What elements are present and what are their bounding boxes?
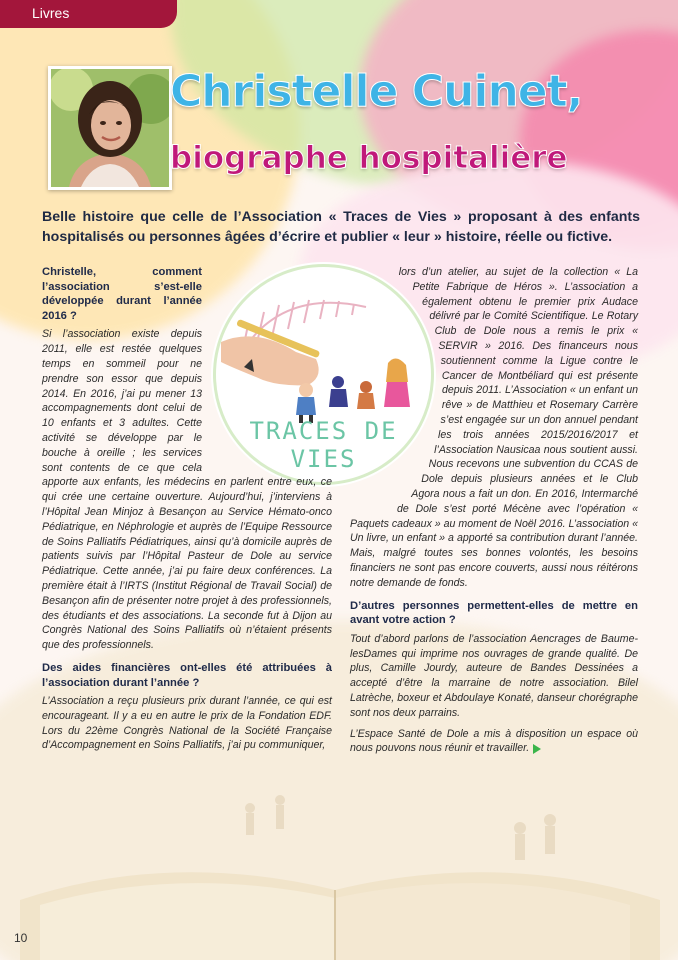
article-subtitle: biographe hospitalière <box>170 140 568 176</box>
intro-paragraph: Belle histoire que celle de l’Association « Traces de Vies » proposant à des enfants hospitalisés ou personnes âgées d’écrire et publier « leur » histoire, réelle ou fictive. <box>42 209 640 245</box>
end-arrow-icon <box>533 744 541 754</box>
open-book-illustration <box>0 780 678 960</box>
answer-3: Tout d’abord parlons de l’association Aencrages de Baume-lesDames qui imprime nos ouvrages de grande qualité. De plus, Camille Jourdy, auteure de Bandes Dessinées a accepté d’être la marraine de notre association. Bilel Latrèche, boxeur et Abdoulaye Konaté, danseur chorégraphe sont nos deux parrains. <box>350 632 638 719</box>
answer-3-end <box>350 727 638 757</box>
page-number: 10 <box>14 931 28 945</box>
left-column <box>42 265 332 759</box>
section-label: Livres <box>32 5 70 21</box>
answer-2-continued: lors d’un atelier, au sujet de la collection « La Petite Fabrique de Héros ». L’association a également obtenu le premier prix Audace délivré par le Comité Scientifique. Le Rotary Club de Dole nous a remis le prix « SERVIR » 2016. Des financeurs nous soutiennent comme la Ligue contre le Cancer de Montbéliard qui est présente depuis 2011. L’Association « un enfant un rêve » de Matthieu et Rosemary Carrère s’est engagée sur un don annuel pendant les trois années 2015/2016/2017 et l’Association Nausicaa nous soutient aussi. Nous recevons une subvention du CCAS de Dole depuis plusieurs années et le Club Agora nous a fait un don. En 2016, Intermarché de Dole s’est porté Mécène avec l’opération « Paquets cadeaux » au moment de Noël 2016. L’association « Un livre, un enfant » a apporté sa contribution durant l’année. Mais, malgré toutes ses bonnes volontés, les besoins financiers ne sont pas encore couverts, aussi nous réitérons notre demande de fonds. <box>350 266 638 589</box>
logo-text: TRACES DE VIES <box>249 417 398 473</box>
answer-3-end-text: L’Espace Santé de Dole a mis à disposition un espace où nous pouvons nous réunir et travailler. <box>350 727 638 755</box>
question-1: Christelle, comment l’association s’est-elle développée durant l’année 2016 ? <box>42 266 202 322</box>
portrait-photo <box>48 66 172 190</box>
article-title: Christelle Cuinet, <box>170 66 583 117</box>
answer-1: Si l’association existe depuis 2011, elle est restée quelques temps en sommeil pour ne prendre son essor que depuis 2014. En 2016, j’ai pu mener 13 accompagnements dont celui de 10 enfants et 3 adultes. Cette activité se développe par le bouche à oreille ; les services sont contents de ce que cela apporte aux enfants, les médecins en parlent entre eux, ce qui crée une certaine ouverture. Aujourd’hui, j’interviens à l’Hôpital Jean Minjoz à Besançon au Service Hémato-onco Pédiatrique, en Néphrologie et auprès de l’Equipe Ressource de Soins Palliatifs Pédiatriques, ainsi qu’à domicile auprès de patients suivis par l’Hôpital Pasteur de Dole au service Pédiatrique. Cette année, j’ai pu faire deux conférences. La première était à l’IRTS (Institut Régional de Travail Social) de Besançon afin de présenter notre projet à des professionnels, des étudiants et des associations. La seconde fut à Dijon au Congrès National des Soins Palliatifs où n’étaient présents que des professionnels. <box>42 328 332 652</box>
section-tab <box>0 0 177 28</box>
question-2: Des aides financières ont-elles été attribuées à l’association durant l’année ? <box>42 661 332 689</box>
answer-2-start: L’Association a reçu plusieurs prix durant l’année, ce qui est encourageant. Il y a eu en autre le prix de la Fondation EDF. Lors du 22ème Congrès National de la Société Française d’Accompagnement en Soins Palliatifs, j’ai pu communiquer, <box>42 695 332 752</box>
question-3: D’autres personnes permettent-elles de mettre en avant votre action ? <box>350 599 638 627</box>
right-column <box>350 265 638 762</box>
